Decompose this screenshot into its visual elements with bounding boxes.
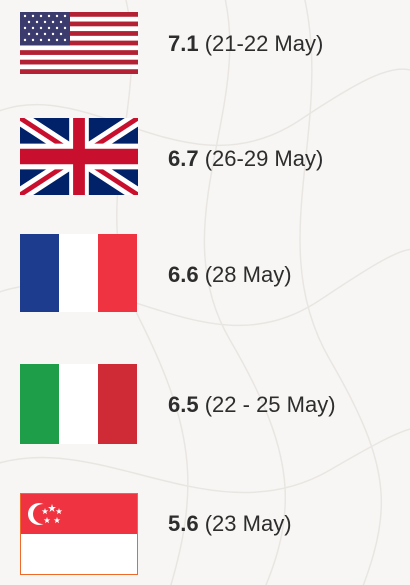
score-value: 6.6 — [168, 262, 199, 287]
score-value: 6.7 — [168, 146, 199, 171]
date-range: (22 - 25 May) — [204, 392, 336, 417]
entry-label — [168, 33, 323, 55]
score-value: 5.6 — [168, 511, 199, 536]
date-range: (26-29 May) — [204, 146, 324, 171]
singapore-flag-icon — [20, 493, 138, 575]
entry-label — [168, 513, 292, 535]
italy-flag-icon — [20, 364, 137, 444]
date-range: (23 May) — [204, 511, 292, 536]
date-range: (28 May) — [204, 262, 292, 287]
usa-flag-icon — [20, 12, 138, 74]
france-flag-icon — [20, 234, 137, 312]
date-range: (21-22 May) — [204, 31, 324, 56]
entry-label — [168, 148, 323, 170]
entry-label — [168, 264, 292, 286]
score-value: 6.5 — [168, 392, 199, 417]
score-value: 7.1 — [168, 31, 199, 56]
uk-flag-icon — [20, 118, 138, 195]
entry-label — [168, 394, 336, 416]
